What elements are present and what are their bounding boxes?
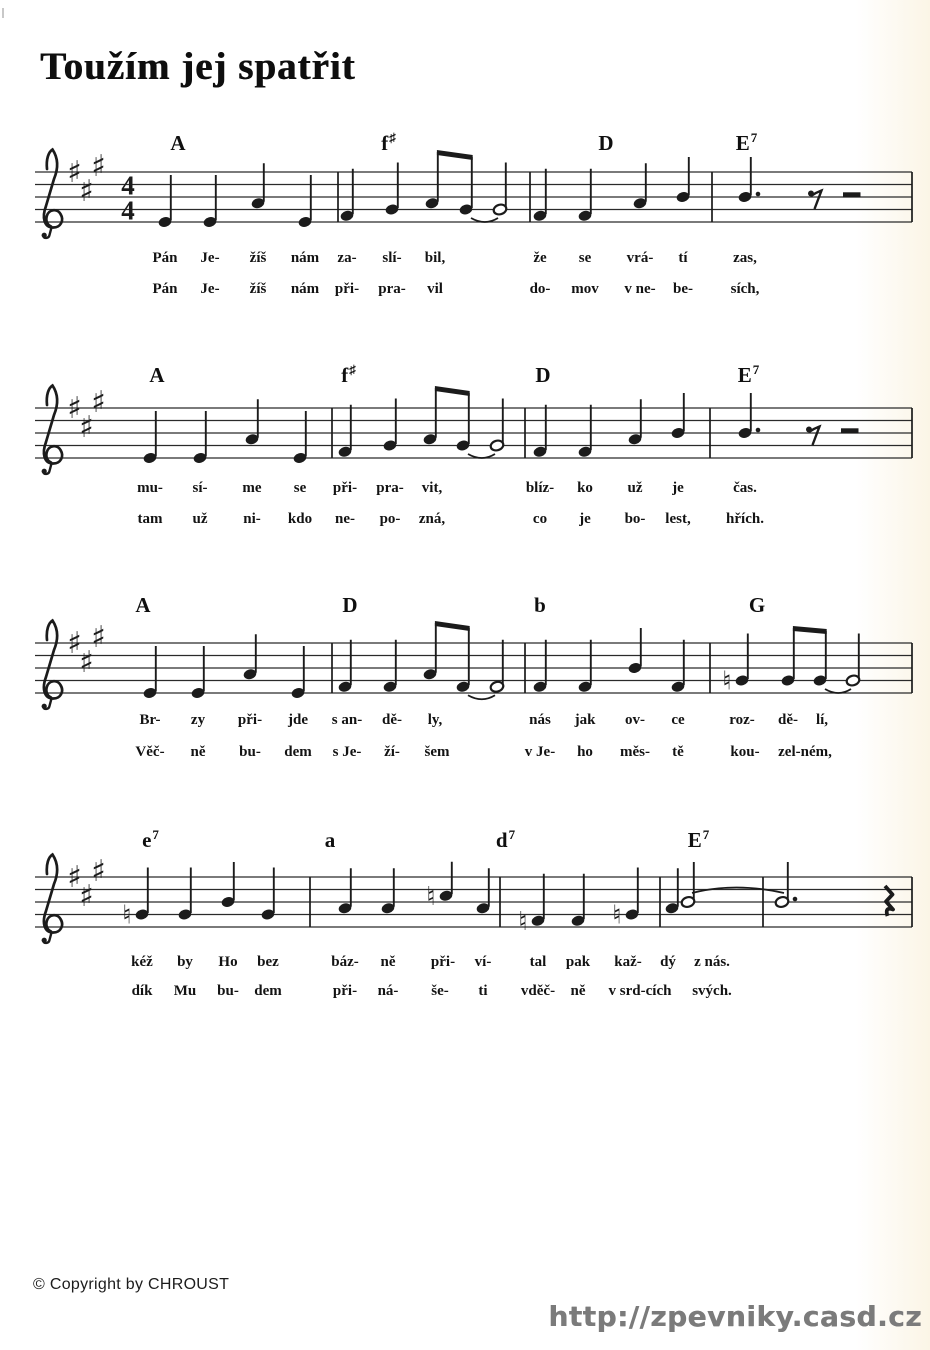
lyric-syllable: se xyxy=(578,250,592,266)
lyric-syllable: by xyxy=(177,954,193,970)
lyrics-line-1 xyxy=(0,712,930,732)
lyric-syllable: žíš xyxy=(249,281,267,297)
lyric-syllable: tal xyxy=(529,954,547,970)
lyric-syllable: dem xyxy=(284,744,312,760)
lyric-syllable: Ho xyxy=(218,954,238,970)
lyric-syllable: ně xyxy=(380,954,396,970)
chord-symbol xyxy=(737,362,760,387)
lyrics-line-2 xyxy=(0,983,930,1003)
lyric-syllable: ně xyxy=(190,744,206,760)
chord-root: a xyxy=(324,828,336,852)
key-signature-sharp-icon: ♯ xyxy=(79,878,94,914)
treble-clef-icon xyxy=(44,855,62,933)
lyric-syllable: zná, xyxy=(418,511,446,527)
lyric-syllable: kaž- xyxy=(614,954,642,970)
beam xyxy=(793,626,827,634)
song-title: Toužím jej spatřit xyxy=(40,45,356,88)
lyric-syllable: ov- xyxy=(625,712,645,728)
lyric-syllable: vil xyxy=(427,281,443,297)
lyric-syllable: s Je- xyxy=(332,744,362,760)
lyric-syllable: zas, xyxy=(733,250,757,266)
lyric-syllable: svých. xyxy=(692,983,732,999)
lyric-syllable: z nás. xyxy=(694,954,730,970)
lyric-syllable: dě- xyxy=(778,712,798,728)
key-signature-sharp-icon: ♯ xyxy=(67,155,82,190)
lyric-syllable: ho xyxy=(577,744,593,760)
chord-superscript: 7 xyxy=(702,827,710,842)
lyric-syllable: se xyxy=(293,480,307,496)
lyric-syllable: Je- xyxy=(200,281,220,297)
chord-root: e xyxy=(142,828,152,852)
key-signature-sharp-icon: ♯ xyxy=(67,626,82,661)
half-notehead xyxy=(490,680,505,693)
lyrics-line-1 xyxy=(0,480,930,500)
time-signature: 4 xyxy=(121,170,135,201)
chord-root: E xyxy=(687,828,702,852)
chord-root: f xyxy=(341,363,349,387)
chord-symbol xyxy=(342,595,357,616)
chord-symbol xyxy=(149,365,164,386)
chord-superscript: ♯ xyxy=(349,362,356,377)
beam xyxy=(437,150,473,160)
lyric-syllable: jde xyxy=(288,712,308,728)
lyric-syllable: v srd-cích xyxy=(608,983,672,999)
lyric-syllable: Mu xyxy=(173,983,197,999)
lyric-syllable: roz- xyxy=(729,712,755,728)
tie xyxy=(692,888,784,894)
lyric-syllable: me xyxy=(242,480,262,496)
tie xyxy=(468,695,495,699)
lyric-syllable: báz- xyxy=(331,954,359,970)
chord-symbol xyxy=(495,827,516,852)
chord-root: A xyxy=(170,131,186,155)
key-signature-sharp-icon: ♯ xyxy=(91,853,106,889)
lyric-syllable: tě xyxy=(672,744,684,760)
lyric-syllable: lest, xyxy=(665,511,691,527)
lyric-syllable: nás xyxy=(529,712,551,728)
natural-sign-icon: ♮ xyxy=(426,881,436,912)
key-signature-sharp-icon: ♯ xyxy=(67,860,82,895)
lyric-syllable: ná- xyxy=(377,983,399,999)
natural-sign-icon: ♮ xyxy=(518,906,528,937)
lyric-syllable: še- xyxy=(431,983,449,999)
lyric-syllable: Pán xyxy=(152,281,178,297)
lyric-syllable: dý xyxy=(660,954,676,970)
chord-root: G xyxy=(748,593,766,617)
chord-root: b xyxy=(534,593,546,617)
treble-clef-icon xyxy=(44,386,62,464)
lyric-syllable: ží- xyxy=(384,744,400,760)
lyric-syllable: je xyxy=(579,511,591,527)
chord-symbol xyxy=(325,830,336,851)
beam xyxy=(435,386,470,396)
half-notehead xyxy=(681,896,696,909)
lyric-syllable: hřích. xyxy=(726,511,764,527)
lyric-syllable: mov xyxy=(571,281,599,297)
lyric-syllable: bez xyxy=(257,954,279,970)
chord-symbol xyxy=(534,595,546,616)
staff-notation xyxy=(0,360,930,492)
lyric-syllable: pak xyxy=(565,954,591,970)
lyric-syllable: dík xyxy=(131,983,153,999)
half-notehead xyxy=(846,674,861,687)
lyric-syllable: pra- xyxy=(376,480,404,496)
lyric-syllable: bu- xyxy=(217,983,239,999)
augmentation-dot xyxy=(756,428,761,433)
chord-symbol xyxy=(687,827,710,852)
chord-root: f xyxy=(381,131,389,155)
lyric-syllable: ce xyxy=(671,712,685,728)
lyric-syllable: v Je- xyxy=(524,744,556,760)
lyric-syllable: za- xyxy=(337,250,357,266)
lyrics-line-2 xyxy=(0,281,930,301)
music-system-3 xyxy=(0,590,930,820)
copyright-notice: © Copyright by CHROUST xyxy=(33,1276,230,1293)
key-signature-sharp-icon: ♯ xyxy=(91,384,106,420)
treble-clef-icon xyxy=(42,233,47,238)
lyric-syllable: měs- xyxy=(620,744,650,760)
lyric-syllable: už xyxy=(627,480,643,496)
chord-root: D xyxy=(598,131,614,155)
chord-root: A xyxy=(135,593,151,617)
beam xyxy=(435,621,470,631)
lyric-syllable: při- xyxy=(332,983,358,999)
lyric-syllable: Br- xyxy=(139,712,161,728)
staff-notation xyxy=(0,820,930,952)
lyric-syllable: ne- xyxy=(335,511,355,527)
half-rest-icon xyxy=(843,192,861,197)
half-rest-icon xyxy=(841,428,859,433)
lyric-syllable: zel-ném, xyxy=(778,744,832,760)
lyric-syllable: Věč- xyxy=(135,744,165,760)
lyric-syllable: ni- xyxy=(243,511,261,527)
lyric-syllable: ly, xyxy=(427,712,443,728)
chord-root: A xyxy=(149,363,165,387)
key-signature-sharp-icon: ♯ xyxy=(79,644,94,680)
lyric-syllable: nám xyxy=(290,250,320,266)
lyric-syllable: jak xyxy=(574,712,596,728)
key-signature-sharp-icon: ♯ xyxy=(91,148,106,184)
treble-clef-icon xyxy=(44,621,62,699)
treble-clef-icon xyxy=(42,938,47,943)
lyric-syllable: lí, xyxy=(815,712,829,728)
augmentation-dot xyxy=(793,897,798,902)
lyric-syllable: kou- xyxy=(730,744,760,760)
lyric-syllable: čas. xyxy=(733,480,757,496)
augmentation-dot xyxy=(756,192,761,197)
chord-symbol xyxy=(135,595,150,616)
lyric-syllable: s an- xyxy=(331,712,363,728)
chord-superscript: ♯ xyxy=(389,130,396,145)
lyric-syllable: bil, xyxy=(424,250,446,266)
natural-sign-icon: ♮ xyxy=(612,900,622,931)
lyric-syllable: že xyxy=(533,250,547,266)
lyric-syllable: ko xyxy=(577,480,593,496)
lyric-syllable: žíš xyxy=(249,250,267,266)
chord-root: E xyxy=(737,363,752,387)
natural-sign-icon: ♮ xyxy=(722,666,732,697)
half-notehead xyxy=(775,896,790,909)
chord-symbol xyxy=(381,130,396,155)
lyric-syllable: Pán xyxy=(152,250,178,266)
music-system-4 xyxy=(0,820,930,1050)
lyric-syllable: tí xyxy=(678,250,688,266)
lyrics-line-2 xyxy=(0,511,930,531)
treble-clef-icon xyxy=(44,150,62,228)
lyric-syllable: nám xyxy=(290,281,320,297)
half-notehead xyxy=(493,203,508,216)
chord-symbol xyxy=(535,365,550,386)
lyric-syllable: ví- xyxy=(474,954,492,970)
chord-superscript: 7 xyxy=(152,827,159,842)
quarter-rest-icon xyxy=(885,886,893,916)
lyrics-line-2 xyxy=(0,744,930,764)
scan-artifact xyxy=(2,8,4,18)
lyric-syllable: Je- xyxy=(200,250,220,266)
lyric-syllable: vděč- xyxy=(520,983,556,999)
lyric-syllable: ti xyxy=(478,983,488,999)
lyrics-line-1 xyxy=(0,250,930,270)
chord-root: d xyxy=(495,828,508,852)
music-system-2 xyxy=(0,360,930,590)
lyric-syllable: be- xyxy=(673,281,693,297)
key-signature-sharp-icon: ♯ xyxy=(67,391,82,426)
lyric-syllable: při- xyxy=(332,480,358,496)
lyric-syllable: mu- xyxy=(137,480,163,496)
lyric-syllable: dem xyxy=(254,983,282,999)
lyric-syllable: pra- xyxy=(378,281,406,297)
key-signature-sharp-icon: ♯ xyxy=(79,173,94,209)
lyric-syllable: sí- xyxy=(192,480,208,496)
lyric-syllable: po- xyxy=(379,511,401,527)
lyric-syllable: už xyxy=(192,511,208,527)
chord-symbol xyxy=(749,595,765,616)
lyric-syllable: při- xyxy=(430,954,456,970)
lyric-syllable: tam xyxy=(137,511,163,527)
source-url: http://zpevniky.casd.cz xyxy=(548,1300,922,1333)
treble-clef-icon xyxy=(42,704,47,709)
staff-notation xyxy=(0,130,930,262)
lyric-syllable: bu- xyxy=(239,744,261,760)
chord-root: D xyxy=(342,593,358,617)
lyric-syllable: v ne- xyxy=(624,281,656,297)
lyric-syllable: do- xyxy=(529,281,551,297)
natural-sign-icon: ♮ xyxy=(122,900,132,931)
lyric-syllable: kéž xyxy=(131,954,153,970)
half-notehead xyxy=(490,439,505,452)
chord-symbol xyxy=(341,362,356,387)
lyric-syllable: zy xyxy=(190,712,206,728)
chord-superscript: 7 xyxy=(750,130,758,145)
lyric-syllable: šem xyxy=(424,744,450,760)
chord-symbol xyxy=(735,130,758,155)
lyric-syllable: ně xyxy=(570,983,586,999)
lyric-syllable: kdo xyxy=(287,511,313,527)
lyric-syllable: blíz- xyxy=(525,480,555,496)
lyric-syllable: při- xyxy=(334,281,360,297)
lyric-syllable: sích, xyxy=(730,281,760,297)
lyric-syllable: je xyxy=(672,480,684,496)
key-signature-sharp-icon: ♯ xyxy=(91,619,106,655)
music-system-1 xyxy=(0,130,930,360)
chord-symbol xyxy=(598,133,613,154)
chord-root: E xyxy=(735,131,750,155)
chord-symbol xyxy=(170,133,185,154)
lyric-syllable: co xyxy=(532,511,548,527)
time-signature: 4 xyxy=(121,195,135,226)
lyric-syllable: při- xyxy=(237,712,263,728)
chord-symbol xyxy=(142,827,159,852)
chord-superscript: 7 xyxy=(752,362,760,377)
treble-clef-icon xyxy=(42,469,47,474)
lyrics-line-1 xyxy=(0,954,930,974)
lyric-syllable: vrá- xyxy=(626,250,654,266)
chord-root: D xyxy=(535,363,551,387)
chord-superscript: 7 xyxy=(508,827,516,842)
lyric-syllable: dě- xyxy=(382,712,402,728)
lyric-syllable: slí- xyxy=(382,250,402,266)
key-signature-sharp-icon: ♯ xyxy=(79,409,94,445)
lyric-syllable: vit, xyxy=(421,480,443,496)
lyric-syllable: bo- xyxy=(624,511,646,527)
